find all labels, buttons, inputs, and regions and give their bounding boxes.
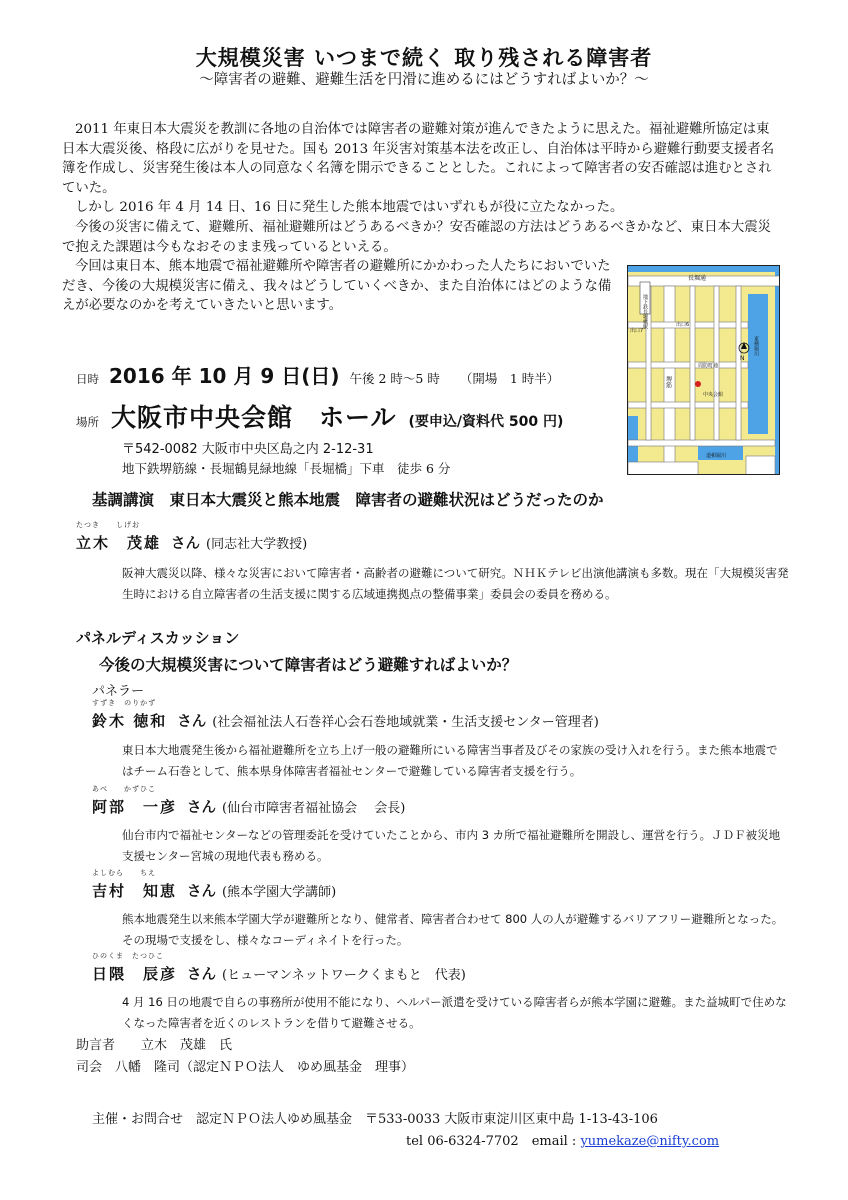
speaker-name-ruby: あべ かずひこ [92, 785, 156, 793]
event-venue-line [76, 398, 563, 434]
panel-speaker-4 [92, 952, 466, 984]
intro-paragraph-2: しかし 2016 年 4 月 14 日、16 日に発生した熊本地震ではいずれもが役に立たなかった。 [75, 200, 624, 216]
organizer-line: 主催・お問合せ 認定ＮＰＯ法人ゆめ風基金 〒533-0033 大阪市東淀川区東中島 1-13-43-106 [92, 1112, 658, 1127]
speaker-name [92, 699, 168, 731]
speaker-name [92, 785, 178, 817]
map-north-label: N [740, 355, 745, 362]
map-label-shuuhou: 周防町通 [698, 363, 719, 369]
map-label-sakaisuji: 堺筋 [664, 376, 672, 388]
speaker-name [92, 952, 178, 984]
map-label-street-right: 東横堀川 [753, 336, 759, 356]
keynote-speaker [76, 521, 308, 553]
advisor-line: 助言者 立木 茂雄 氏 [76, 1038, 233, 1053]
speaker-name-ruby: すずき のりかず [92, 699, 157, 707]
speaker-name-text: 吉村 知恵 [92, 882, 178, 900]
panel-title: 今後の大規模災害について障害者はどう避難すればよいか？ [99, 656, 518, 674]
venue-map-graphic [628, 266, 780, 475]
speaker-name-ruby: ひのくま たつひこ [92, 952, 164, 960]
venue-address: 〒542-0082 大阪市中央区島之内 2-12-31 [122, 442, 374, 457]
speaker-affiliation: (同志社大学教授) [206, 537, 308, 552]
event-date-line [76, 360, 559, 389]
speaker-name-ruby: たつき しげお [76, 521, 140, 529]
speaker-name-text: 阿部 一彦 [92, 798, 178, 816]
map-label-street-bottom: 道頓堀川 [706, 453, 727, 459]
speaker-name-text: 鈴木 徳和 [92, 712, 168, 730]
event-time: 午後 2 時～5 時 [349, 371, 440, 386]
speaker-affiliation: (ヒューマンネットワークくまもと 代表) [222, 968, 466, 983]
venue-label: 場所 [76, 415, 99, 429]
intro-paragraph-4: 今回は東日本、熊本地震で福祉避難所や障害者の避難所にかかわった人たちにおいでいただき、今後の大規模災害に備え、我々はどうしていくべきか、また自治体にはどのような備えが必要なのかを考えていきたいと思います。 [62, 259, 612, 314]
panel-speaker-2 [92, 785, 406, 817]
speaker-name-ruby: よしむら ちえ [92, 869, 156, 877]
keynote-speaker-bio: 阪神大震災以降、様々な災害において障害者・高齢者の避難について研究。ＮＨＫテレビ出演他講演も多数。現在「大規模災害発生時における自立障害者の生活支援に関する広域連携拠点の整備事業」委員会の委員を務める。 [122, 566, 789, 601]
mc-line: 司会 八幡 隆司（認定ＮＰＯ法人 ゆめ風基金 理事） [76, 1060, 415, 1075]
venue-map [627, 265, 780, 475]
intro-paragraph-3: 今後の災害に備えて、避難所、福祉避難所はどうあるべきか？安否確認の方法はどうあるべきかなど、東日本大震災で抱えた課題は今もなおそのまま残っているといえる。 [62, 219, 772, 255]
speaker-honorific: さん [171, 536, 201, 552]
keynote-title: 基調講演 東日本大震災と熊本地震 障害者の避難状況はどうだったのか [92, 491, 604, 509]
contact-line [406, 1130, 719, 1149]
panel-speaker-4-bio: 4 月 16 日の地震で自らの事務所が使用不能になり、ヘルパー派遣を受けている障害者らが熊本学園に避難。また益城町で住めなくなった障害者を近くのレストランを借りて避難させる。 [122, 995, 787, 1030]
event-date: 2016 年 10 月 9 日(日) [109, 364, 340, 388]
date-label: 日時 [76, 372, 99, 386]
map-label-venue: 中央会館 [703, 392, 724, 398]
panel-speaker-3 [92, 869, 337, 901]
speaker-honorific: さん [177, 714, 207, 730]
speaker-honorific: さん [187, 800, 217, 816]
speaker-name [92, 869, 178, 901]
event-fee: (要申込/資料代 500 円) [408, 414, 564, 430]
panel-speaker-1 [92, 699, 599, 731]
speaker-affiliation: (社会福祉法人石巻祥心会石巻地域就業・生活支援センター管理者) [212, 715, 599, 730]
speaker-name-text: 立木 茂雄 [76, 534, 162, 552]
map-label-street-top: 長堀通 [688, 275, 707, 282]
map-label-station: 地下鉄長堀橋駅 [642, 294, 648, 329]
page-title: 大規模災害 いつまで続く 取り残される障害者 [195, 46, 653, 70]
speaker-affiliation: (熊本学園大学講師) [222, 885, 337, 900]
speaker-honorific: さん [187, 884, 217, 900]
venue-access: 地下鉄堺筋線・長堀鶴見緑地線「長堀橋」下車 徒歩 6 分 [122, 461, 451, 476]
map-label-exit-7: 出口7 [630, 328, 644, 334]
event-open-time: （開場 1 時半） [459, 371, 560, 386]
map-label-exit-6: 出口6 [676, 322, 690, 328]
panel-speaker-2-bio: 仙台市内で福祉センターなどの管理委託を受けていたことから、市内 3 カ所で福祉避難所を開設し、運営を行う。ＪＤＦ被災地支援センター宮城の現地代表も務める。 [122, 828, 781, 863]
event-venue: 大阪市中央会館 ホール [111, 403, 397, 432]
panel-heading: パネルディスカッション [76, 629, 240, 647]
page-subtitle: ～障害者の避難、避難生活を円滑に進めるにはどうすればよいか？～ [199, 72, 649, 88]
speaker-honorific: さん [187, 967, 217, 983]
panelers-label: パネラー [92, 684, 145, 699]
speaker-affiliation: (仙台市障害者福祉協会 会長) [222, 801, 406, 816]
contact-tel: tel 06-6324-7702 email : [406, 1134, 581, 1149]
speaker-name [76, 521, 162, 553]
intro-paragraph-1: 2011 年東日本大震災を教訓に各地の自治体では障害者の避難対策が進んできたように思えた。福祉避難所協定は東日本大震災後、格段に広がりを見せた。国も 2013 年災害対策基本法を改正し、自治体は平時から避難行動要支援者名簿を作成し、災害発生後は本人の同意なく名簿を開示できることとした。これによって障害者の安否確認は進むとされていた。 [62, 122, 775, 196]
speaker-name-text: 日隈 辰彦 [92, 965, 178, 983]
email-link[interactable]: yumekaze@nifty.com [580, 1134, 720, 1149]
panel-speaker-3-bio: 熊本地震発生以来熊本学園大学が避難所となり、健常者、障害者合わせて 800 人の人が避難するバリアフリー避難所となった。その現場で支援をし、様々なコーディネイトを行った。 [122, 912, 784, 947]
panel-speaker-1-bio: 東日本大地震発生後から福祉避難所を立ち上げ一般の避難所にいる障害当事者及びその家族の受け入れを行う。また熊本地震ではチーム石巻として、熊本県身体障害者福祉センターで避難している障害者支援を行う。 [122, 743, 778, 778]
